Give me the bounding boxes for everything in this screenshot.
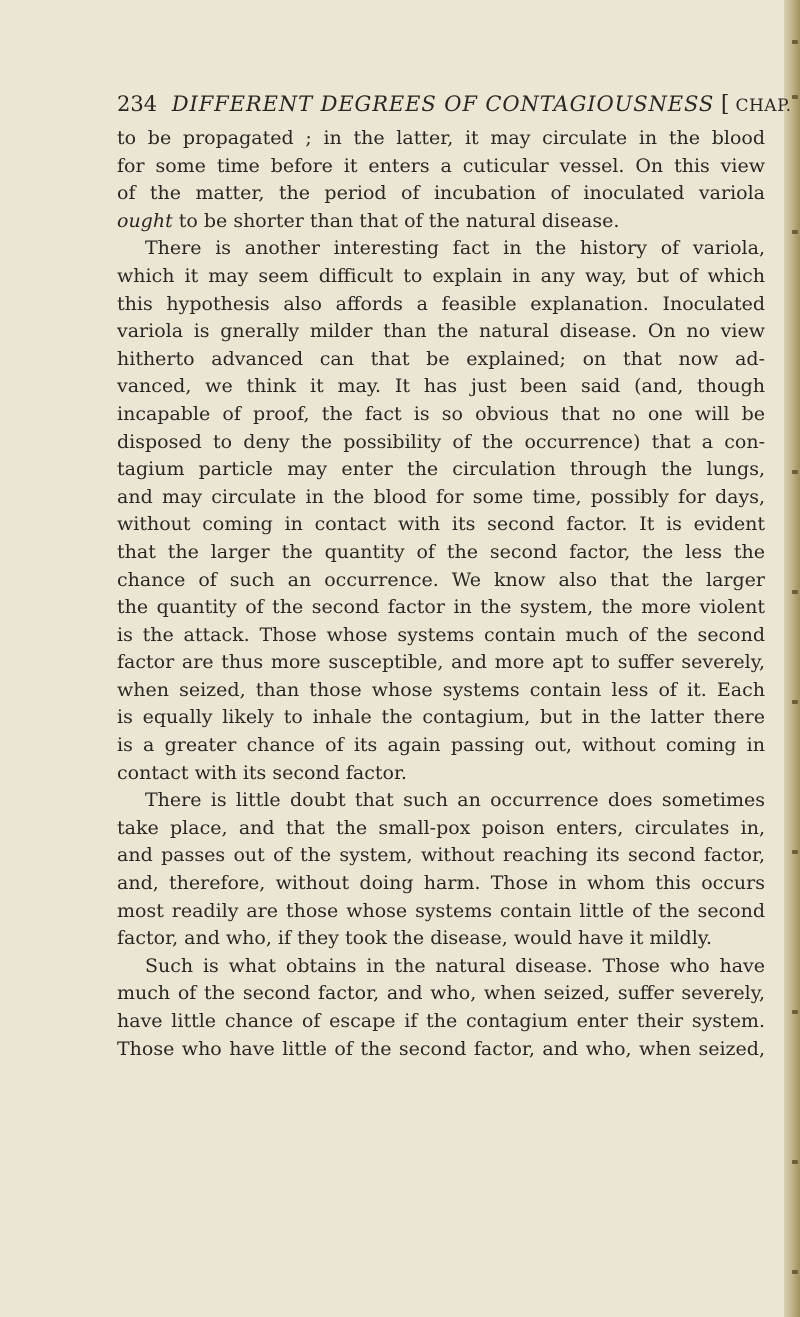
paragraph-start-line: There is little doubt that such an occurrence does sometimes bbox=[145, 789, 765, 812]
body-text bbox=[117, 125, 765, 1063]
edge-mark bbox=[792, 95, 798, 99]
text-line: for some time before it enters a cuticular vessel. On this view bbox=[117, 154, 765, 177]
text-line: Those who have little of the second factor, and who, when seized, bbox=[117, 1037, 765, 1060]
text-line: much of the second factor, and who, when seized, suffer severely, bbox=[117, 982, 765, 1005]
text-line: and may circulate in the blood for some time, possibly for days, bbox=[117, 485, 765, 508]
text-line: without coming in contact with its second factor. It is evident bbox=[117, 513, 765, 536]
text-line: take place, and that the small-pox poison enters, circulates in, bbox=[117, 816, 765, 839]
paragraph-start-line: There is another interesting fact in the history of variola, bbox=[145, 237, 765, 260]
text-line-rest: to be shorter than that of the natural disease. bbox=[172, 209, 620, 232]
text-line: and passes out of the system, without reaching its second factor, bbox=[117, 844, 765, 867]
text-line: most readily are those whose systems contain little of the second bbox=[117, 899, 765, 922]
text-line: incapable of proof, the fact is so obvious that no one will be bbox=[117, 402, 765, 425]
edge-mark bbox=[792, 1010, 798, 1014]
text-line: that the larger the quantity of the second factor, the less the bbox=[117, 540, 765, 563]
text-line: have little chance of escape if the contagium enter their system. bbox=[117, 1010, 765, 1032]
text-line: factor are thus more susceptible, and more apt to suffer severely, bbox=[117, 651, 765, 674]
edge-mark bbox=[792, 1160, 798, 1164]
running-title: DIFFERENT DEGREES OF CONTAGIOUSNESS bbox=[171, 92, 715, 116]
edge-mark bbox=[792, 230, 798, 234]
paragraph-start-line: Such is what obtains in the natural disease. Those who have bbox=[145, 954, 765, 977]
page-header bbox=[117, 92, 792, 122]
header-bracket: [ bbox=[720, 92, 730, 117]
text-line: contact with its second factor. bbox=[117, 761, 407, 784]
text-line: factor, and who, if they took the disease, would have it mildly. bbox=[117, 927, 713, 950]
text-line: tagium particle may enter the circulation through the lungs, bbox=[117, 458, 765, 481]
italic-word: ought bbox=[117, 209, 173, 232]
text-line bbox=[117, 208, 765, 236]
text-line: is the attack. Those whose systems contain much of the second bbox=[117, 623, 765, 646]
text-line: disposed to deny the possibility of the occurrence) that a con- bbox=[117, 430, 765, 453]
text-line: is equally likely to inhale the contagium, but in the latter there bbox=[117, 706, 765, 729]
edge-mark bbox=[792, 850, 798, 854]
text-line: and, therefore, without doing harm. Those in whom this occurs bbox=[117, 872, 765, 895]
text-line: of the matter, the period of incubation of inoculated variola bbox=[117, 182, 765, 205]
text-line: when seized, than those whose systems contain less of it. Each bbox=[117, 678, 765, 701]
edge-mark bbox=[792, 470, 798, 474]
text-line: vanced, we think it may. It has just been said (and, though bbox=[117, 375, 765, 398]
edge-mark bbox=[792, 1270, 798, 1274]
text-line: chance of such an occurrence. We know also that the larger bbox=[117, 568, 765, 591]
page-edge bbox=[784, 0, 800, 1317]
text-line: this hypothesis also affords a feasible explanation. Inoculated bbox=[117, 292, 765, 315]
edge-mark bbox=[792, 590, 798, 594]
text-line: the quantity of the second factor in the system, the more violent bbox=[117, 596, 765, 619]
text-line: is a greater chance of its again passing out, without coming in bbox=[117, 734, 765, 757]
edge-mark bbox=[792, 40, 798, 44]
text-line: which it may seem difficult to explain in any way, but of which bbox=[117, 264, 765, 287]
text-line: variola is gnerally milder than the natural disease. On no view bbox=[117, 320, 765, 343]
chapter-abbrev: CHAP. bbox=[735, 96, 792, 116]
text-line: to be propagated ; in the latter, it may circulate in the blood bbox=[117, 127, 765, 149]
edge-mark bbox=[792, 700, 798, 704]
page-number: 234 bbox=[117, 92, 158, 116]
text-line: hitherto advanced can that be explained; on that now ad- bbox=[117, 347, 765, 370]
